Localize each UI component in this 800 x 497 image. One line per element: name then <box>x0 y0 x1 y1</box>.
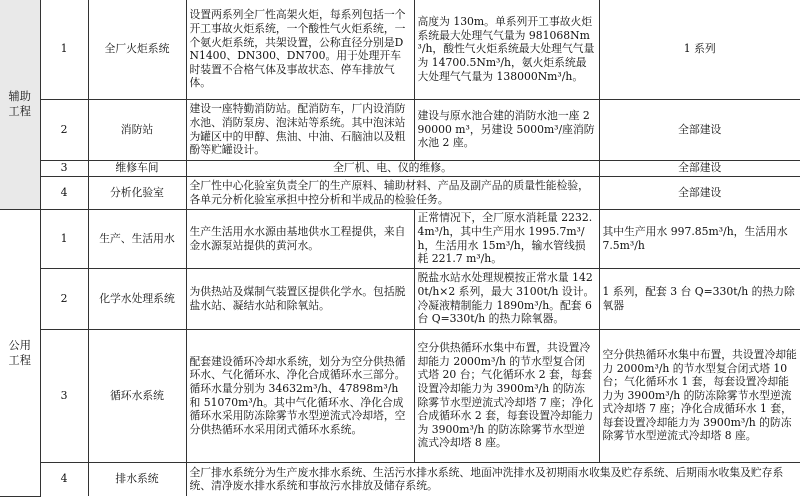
group-label-aux: 辅助 工程 <box>0 0 40 209</box>
row-number: 4 <box>40 176 88 209</box>
item-scale: 1 系列，配套 3 台 Q=330t/h 的热力除氧器 <box>599 268 800 329</box>
item-description: 全厂性中心化验室负责全厂的生产原料、辅助材料、产品及副产品的质量性能检验，各单元分析化验室承担中控分析和半成品的检验任务。 <box>186 176 599 209</box>
item-description: 生产生活用水水源由基地供水工程提供，来自金水源泵站提供的黄河水。 <box>186 209 414 268</box>
group-label-pub: 公用 工程 <box>0 209 40 496</box>
row-number: 4 <box>40 462 88 496</box>
item-scale: 全部建设 <box>599 160 800 176</box>
item-scale: 全部建设 <box>599 99 800 160</box>
item-description: 设置两系列全厂性高架火炬，每系列包括一个开工事故火炬系统，一个酸性气火炬系统，一个氨火炬系统，共架设置，公称直径分别是DN1400、DN300、DN700。用于处理开车时装置不合格气体及事故状态、停车排放气体。 <box>186 0 414 99</box>
row-number: 3 <box>40 329 88 462</box>
item-description: 为供热站及煤制气装置区提供化学水。包括脱盐水站、凝结水站和除氧站。 <box>186 268 414 329</box>
table-row <box>0 160 800 176</box>
item-description: 全厂排水系统分为生产废水排水系统、生活污水排水系统、地面冲洗排水及初期雨水收集及贮存系统、后期雨水收集及贮存系统、清净废水排水系统和事故污水排放及储存系统。 <box>186 462 800 496</box>
item-scale: 空分供热循环水集中布置，共设置冷却能力 2000m³/h 的节水型复合闭式塔 10 台；气化循环水 1 套，每套设置冷却能力为 3900m³/h 的防冻除雾节水型逆流式冷却塔 7 座；净化合成循环水 1 套，每套设置冷却能力为 3900m³/h 的防冻除雾节水型逆流式冷却塔 8 座。 <box>599 329 800 462</box>
item-detail: 高度为 130m。单系列开工事故火炬系统最大处理气气量为 981068Nm³/h，酸性气火炬系统最大处理气气量为 14700.5Nm³/h，氨火炬系统最大处理气气量为 138000Nm³/h。 <box>414 0 599 99</box>
item-name: 全厂火炬系统 <box>88 0 186 99</box>
item-detail: 正常情况下，全厂原水消耗量 2232.4m³/h，其中生产用水 1995.7m³/h，生活用水 15m³/h，输水管线损耗 221.7 m³/h。 <box>414 209 599 268</box>
item-name: 循环水系统 <box>88 329 186 462</box>
row-number: 2 <box>40 99 88 160</box>
row-number: 2 <box>40 268 88 329</box>
item-name: 生产、生活用水 <box>88 209 186 268</box>
item-name: 维修车间 <box>88 160 186 176</box>
row-number: 3 <box>40 160 88 176</box>
table-row <box>0 329 800 462</box>
table-row <box>0 176 800 209</box>
item-scale: 1 系列 <box>599 0 800 99</box>
item-detail: 空分供热循环水集中布置，共设置冷却能力 2000m³/h 的节水型复合闭式塔 20 台；气化循环水 2 套，每套设置冷却能力为 3900m³/h 的防冻除雾节水型逆流式冷却塔 7 座；净化合成循环水 2 套，每套设置冷却能力为 3900m³/h 的防冻除雾节水型逆流式冷却塔 8 座。 <box>414 329 599 462</box>
item-name: 消防站 <box>88 99 186 160</box>
item-description: 配套建设循环冷却水系统，划分为空分供热循环水、气化循环水、净化合成循环水三部分。循环水量分别为 34632m³/h、47898m³/h 和 51070m³/h。其中气化循环水、净化合成循环水采用防冻除雾节水型逆流式冷却塔，空分供热循环水采用闭式循环水系统。 <box>186 329 414 462</box>
table-row <box>0 209 800 268</box>
table-row <box>0 268 800 329</box>
row-number: 1 <box>40 209 88 268</box>
table-row <box>0 99 800 160</box>
table-row <box>0 462 800 496</box>
item-name: 化学水处理系统 <box>88 268 186 329</box>
item-description: 全厂机、电、仪的维修。 <box>186 160 599 176</box>
item-name: 排水系统 <box>88 462 186 496</box>
item-scale: 其中生产用水 997.85m³/h，生活用水 7.5m³/h <box>599 209 800 268</box>
item-scale: 全部建设 <box>599 176 800 209</box>
row-number: 1 <box>40 0 88 99</box>
item-name: 分析化验室 <box>88 176 186 209</box>
item-detail: 建设与原水池合建的消防水池一座 290000 m³，另建设 5000m³/座消防水池 2 座。 <box>414 99 599 160</box>
item-description: 建设一座特勤消防站。配消防车，厂内设消防水池、消防泵房、泡沫站等系统。其中泡沫站为罐区中的甲醇、焦油、中油、石脑油以及粗酚等贮罐设计。 <box>186 99 414 160</box>
table-row <box>0 0 800 99</box>
item-detail: 脱盐水站水处理规模按正常水量 1420t/h×2 系列，最大 3100t/h 设计。冷凝液精制能力 1890m³/h。配套 6 台 Q=330t/h 的热力除氧器。 <box>414 268 599 329</box>
